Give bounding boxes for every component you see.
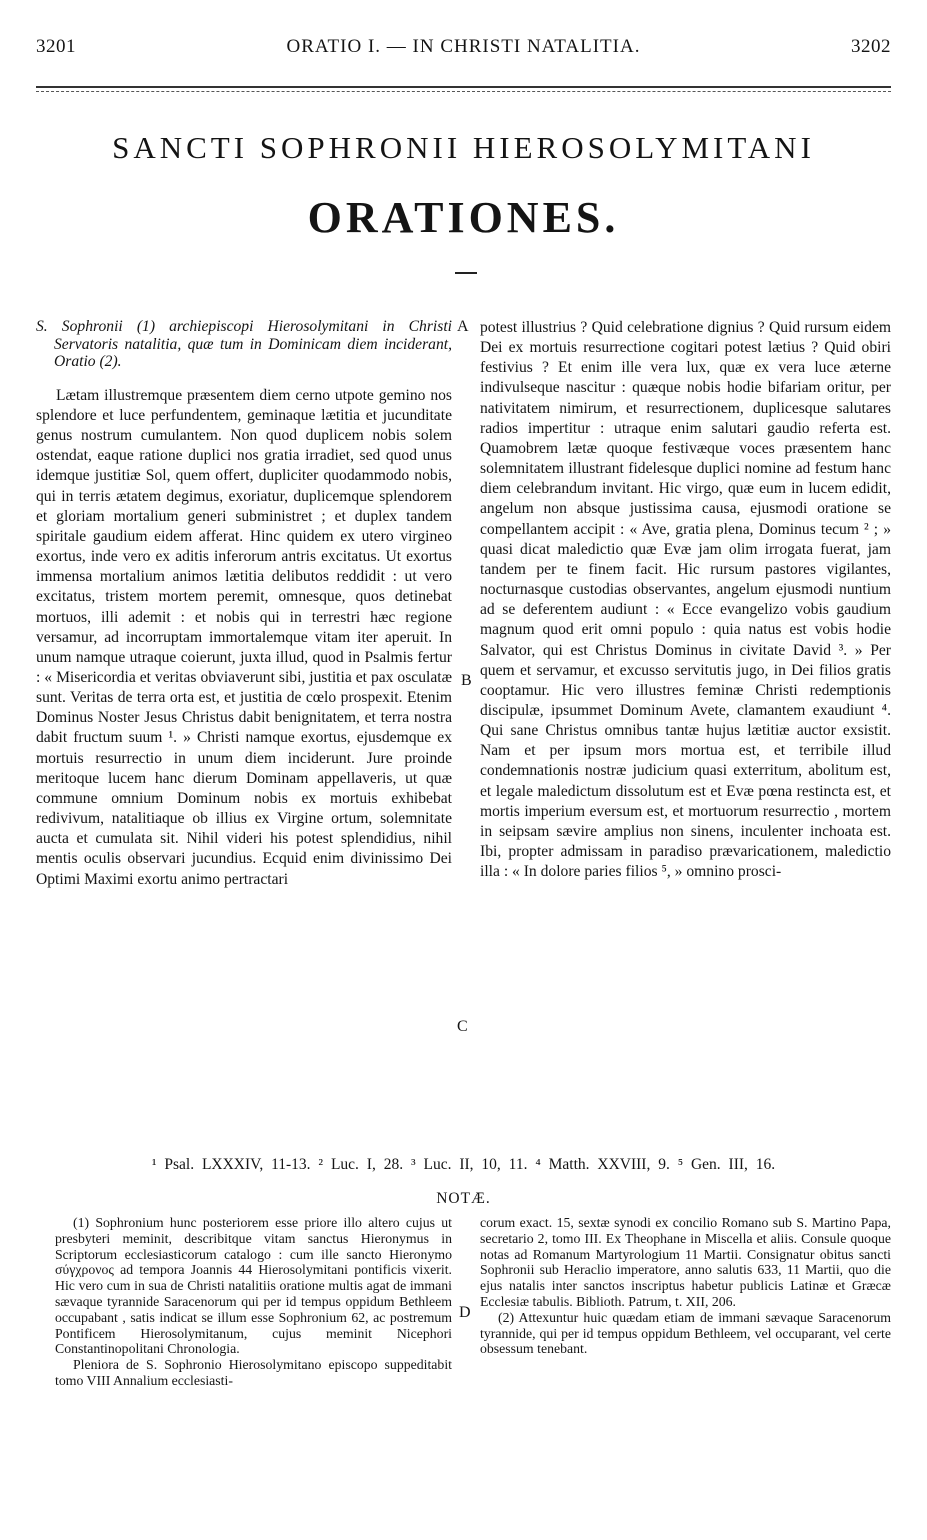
- work-title: SANCTI SOPHRONII HIEROSOLYMITANI: [112, 130, 815, 165]
- note-paragraph: (1) Sophronium hunc posteriorem esse priore illo altero cujus ut presbyteri meminit, describitque vitam sanctus Hieronymus in Scriptorum ecclesiasticorum catalogo : cum ille sancto Hieronymo σύγχρονος ad tempora Joannis 44 Hierosolymitani pontificis vixerit. Hic vero cum in sua de Christi natalitiis oratione multis agat de immani sævaque tyrannide Saracenorum qui per id tempus oppidum Bethleem occupabant , satis indicat se illum esse Sophronium 62, ac postremum Pontificem Hierosolymitanum, cujus meminit Nicephori Constantinopolitani Chronologia.: [55, 1215, 452, 1357]
- notes-left-column: [55, 1215, 452, 1389]
- running-title: ORATIO I. — IN CHRISTI NATALITIA.: [286, 36, 641, 57]
- header-rule-dashed: [36, 91, 891, 92]
- notes-right-column: [480, 1215, 891, 1357]
- note-paragraph: Pleniora de S. Sophronio Hierosolymitano episcopo suppeditabit tomo VIII Annalium ecclesiasti-: [55, 1357, 452, 1388]
- title-divider: [455, 272, 477, 274]
- note-paragraph: (2) Attexuntur huic quædam etiam de immani sævaque Saracenorum tyrannide, qui per id tempus oppidum Bethleem, vel occuparant, vel certe obsessum tenebant.: [480, 1309, 891, 1357]
- right-text-column: [480, 318, 891, 882]
- margin-letter-c: C: [457, 1018, 468, 1035]
- margin-letter-b: B: [461, 672, 472, 689]
- oration-heading: S. Sophronii (1) archiepiscopi Hierosolymitani in Christi Servatoris natalitia, quæ tum in Dominicam diem inciderant, Oratio (2).: [36, 318, 452, 371]
- margin-letter-a: A: [457, 318, 469, 335]
- page-number-left: 3201: [36, 36, 76, 57]
- page-number-right: 3202: [851, 36, 891, 57]
- right-column-body: potest illustrius ? Quid celebratione dignius ? Quid rursum eidem Dei ex mortuis resurrectione cogitari potest lætius ? Quid obiri festivius ? Et enim ille vera lux, quæ ex vera luce æterne indivulseque nascitur : quæque nobis hodie bifariam oritur, per nativitatem nimirum, et resurrectionem, duplicesque salutares radios impertitur : utraque enim salutari gaudio referta est. Quamobrem lætæ quoque festivæque voces præsentem hanc solemnitatem illustrant fidelesque duplici nomine ad festum hanc diem celebrandum invitant. Hic virgo, quæ eum in lucem edidit, angelum non absque justissima causa, ejusmodi oratione se compellantem accipit : « Ave, gratia plena, Dominus tecum ² ; » quasi dicat maledictio quæ Evæ jam olim irrogata fuerat, jam tandem per te finem facit. Hic rursum pastores vigilantes, nocturnasque custodias observantes, angelum ejusmodi nuntium ad se deferentem audiunt : « Ecce evangelizo vobis gaudium magnum quod erit omni populo : quia natus est vobis hodie Salvator, qui est Christus Dominus in civitate David ³. » Per quem et servamur, et excusso servitutis jugo, in Dei filios gratis cooptamur. Hic vero illustres feminæ Christi redemptionis discipulæ, ipsummet Dominum Avete, clamantem exaudiunt ⁴. Qui sane Christus omnibus tantæ hujus lætitiæ auctor exsistit. Nam et per ipsum mors mortua est, et terribile illud condemnationis nostræ judicium quasi exterritum, abolitum est, et legale maledictum dissolutum est et Evæ pœna restincta est, et mortis imperium eversum est, et mortuorum resurrectio , mortem in seipsam sævire amplius non sinens, inculenter inchoata est. Ibi, propter admissam in paradiso prævaricationem, maledictio illa : « In dolore paries filios ⁵, » omnino prosci-: [480, 319, 891, 881]
- left-text-column: [36, 318, 452, 890]
- margin-letter-d: D: [459, 1304, 471, 1321]
- section-title: ORATIONES.: [307, 193, 620, 242]
- note-paragraph: corum exact. 15, sextæ synodi ex concilio Romano sub S. Martino Papa, secretario 2, tomo III. Ex Theophane in Miscella et aliis. Consule quoque notas ad Romanum Martyrologium 11 Martii. Consignatur obitus sancti Sophronii sub Heraclio imperatore, anno salutis 633, 11 Martii, quo die ejus natalis inter sanctos inscriptus habetur publicis Latinæ et Græcæ Ecclesiæ tabulis. Biblioth. Patrum, t. XII, 206.: [480, 1215, 891, 1309]
- left-column-body: Lætam illustremque præsentem diem cerno utpote gemino nos splendore et luce perfundentem, geminaque lætitia et jucunditate genus nostrum cumulantem. Non quod duplicem nobis solem ostendat, eaque ratione duplici nos gratia irradiet, sed quod unus idemque justitiæ Sol, quem offert, dupliciter quodammodo nobis, qui in terris ætatem degimus, exoriatur, duplicemque splendorem et gloriam mortalium generi subministret ; et duplex tandem spiritale gaudium eidem afferat. Hinc quidem ex utero virgineo exortus, inde vero ex aditis inferorum antris excitatus. Ut exortus immensa mortalium animos lætitia delibutos reddidit : ut vero excitatus, tristem mortem peremit, omnesque, quos detinebat mortuos, illi ademit : et nobis qui in terrestri hæc regione versamur, ad incorruptam immortalemque vitam iter aperuit. In unum namque utraque coierunt, juxta illud, quod in Psalmis fertur : « Misericordia et veritas obviaverunt sibi, justitia et pax osculatæ sunt. Veritas de terra orta est, et justitia de cœlo prospexit. Etenim Dominus Noster Jesus Christus dabit benignitatem, et terra nostra dabit fructum suum ¹. » Christi namque exortus, ejusdemque ex mortuis resurrectio in unum diem inciderunt. Jure proinde meritoque lucem hanc dierum Dominam appellaveris, ut quæ commune omnium Dominum nobis ex mortuis exhibebat redivivum, natalitiaque ob illius ex Virgine ortum, solemnitate aucta et cumulata sit. Nihil videri his potest splendidius, nihil mentis oculis observari jucundius. Ecquid enim divinissimo Dei Optimi Maximi exortu animo pertractari: [36, 386, 452, 888]
- running-header: [36, 36, 891, 58]
- header-rule: [36, 86, 891, 88]
- footnotes: ¹ Psal. LXXXIV, 11-13. ² Luc. I, 28. ³ Luc. II, 10, 11. ⁴ Matth. XXVIII, 9. ⁵ Gen. III, 16.: [151, 1156, 776, 1173]
- notes-heading: NOTÆ.: [436, 1190, 491, 1207]
